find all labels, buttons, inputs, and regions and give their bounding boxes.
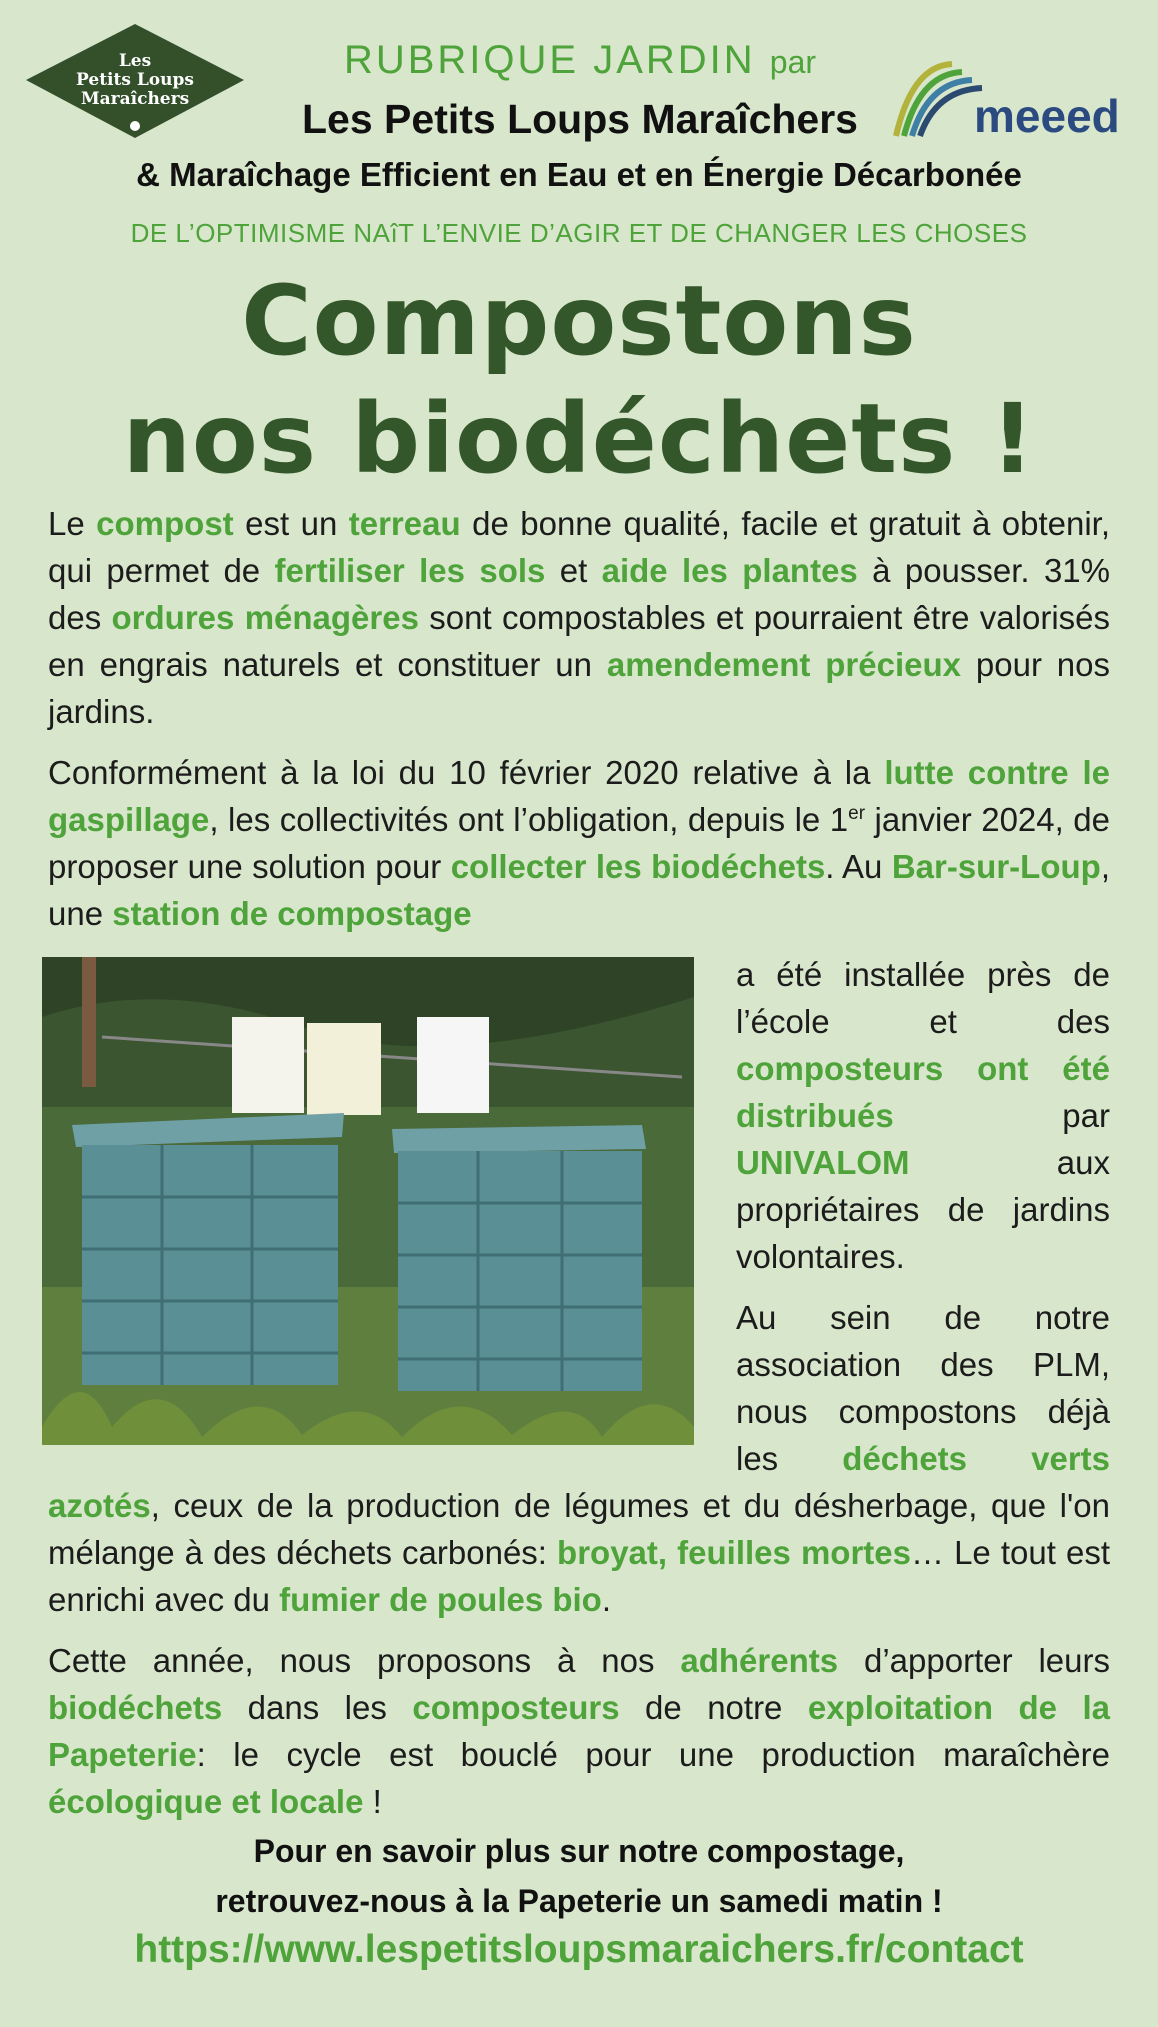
- motto: DE L’OPTIMISME NAîT L’ENVIE D’AGIR ET DE CHANGER LES CHOSES: [130, 218, 1028, 248]
- meeed-logo-text: meeed: [974, 90, 1120, 142]
- footer-line-1: Pour en savoir plus sur notre compostage,: [253, 1833, 905, 1869]
- paragraph-3: a été installée près de l’école et des composteurs ont été distribués par UNIVALOM aux propriétaires de jardins volontaires.: [736, 956, 1110, 1275]
- compost-bins-illustration: [42, 957, 694, 1445]
- paragraph-4: Au sein de notre association des PLM, nous compostons déjà les déchets verts azotés, ceux de la production de légumes et du désherbage, que l'on mélange à des déchets carbonés: broyat, feuilles mortes… Le tout est enrichi avec du fumier de poules bio.: [48, 1299, 1111, 1618]
- rubrique-label: RUBRIQUE JARDIN: [343, 38, 756, 82]
- logo-text-line-2: Petits Loups: [76, 70, 194, 90]
- meeed-logo: [892, 58, 1136, 142]
- par-label: par: [769, 44, 817, 80]
- association-name: Les Petits Loups Maraîchers: [302, 96, 858, 142]
- paragraph-1: Le compost est un terreau de bonne qualité, facile et gratuit à obtenir, qui permet de fertiliser les sols et aide les plantes à pousser. 31% des ordures ménagères sont compostables et pourraient être valorisés en engrais naturels et constituer un amendement précieux pour nos jardins.: [48, 505, 1111, 730]
- paragraph-2: Conformément à la loi du 10 février 2020 relative à la lutte contre le gaspillage, les collectivités ont l’obligation, depuis le 1er janvier 2024, de proposer une solution pour collecter les biodéchets. Au Bar-sur-Loup, une station de compostage: [48, 754, 1110, 932]
- contact-link[interactable]: https://www.lespetitsloupsmaraichers.fr/contact: [134, 1928, 1024, 1971]
- rubrique-heading: [200, 38, 960, 83]
- compost-bins-photo: [42, 957, 694, 1445]
- compost-bin-left: [72, 1113, 344, 1385]
- paragraph-5: Cette année, nous proposons à nos adhérents d’apporter leurs biodéchets dans les composteurs de notre exploitation de la Papeterie: le cycle est bouclé pour une production maraîchère écologique et locale !: [48, 1642, 1111, 1820]
- article-body: [48, 500, 1110, 1839]
- footer-line-2: retrouvez-nous à la Papeterie un samedi matin !: [215, 1883, 943, 1919]
- header: [0, 0, 1158, 250]
- title-line-1: Compostons: [241, 265, 917, 377]
- logo-text-line-3: Maraîchers: [80, 89, 190, 109]
- logo-text-line-1: Les: [118, 51, 152, 71]
- title-line-2: nos biodéchets !: [122, 383, 1036, 495]
- footer-callout: [0, 1826, 1158, 1926]
- compost-bin-right: [392, 1125, 646, 1391]
- meeed-subtitle: & Maraîchage Efficient en Eau et en Énergie Décarbonée: [136, 156, 1022, 193]
- page-title: [0, 262, 1158, 498]
